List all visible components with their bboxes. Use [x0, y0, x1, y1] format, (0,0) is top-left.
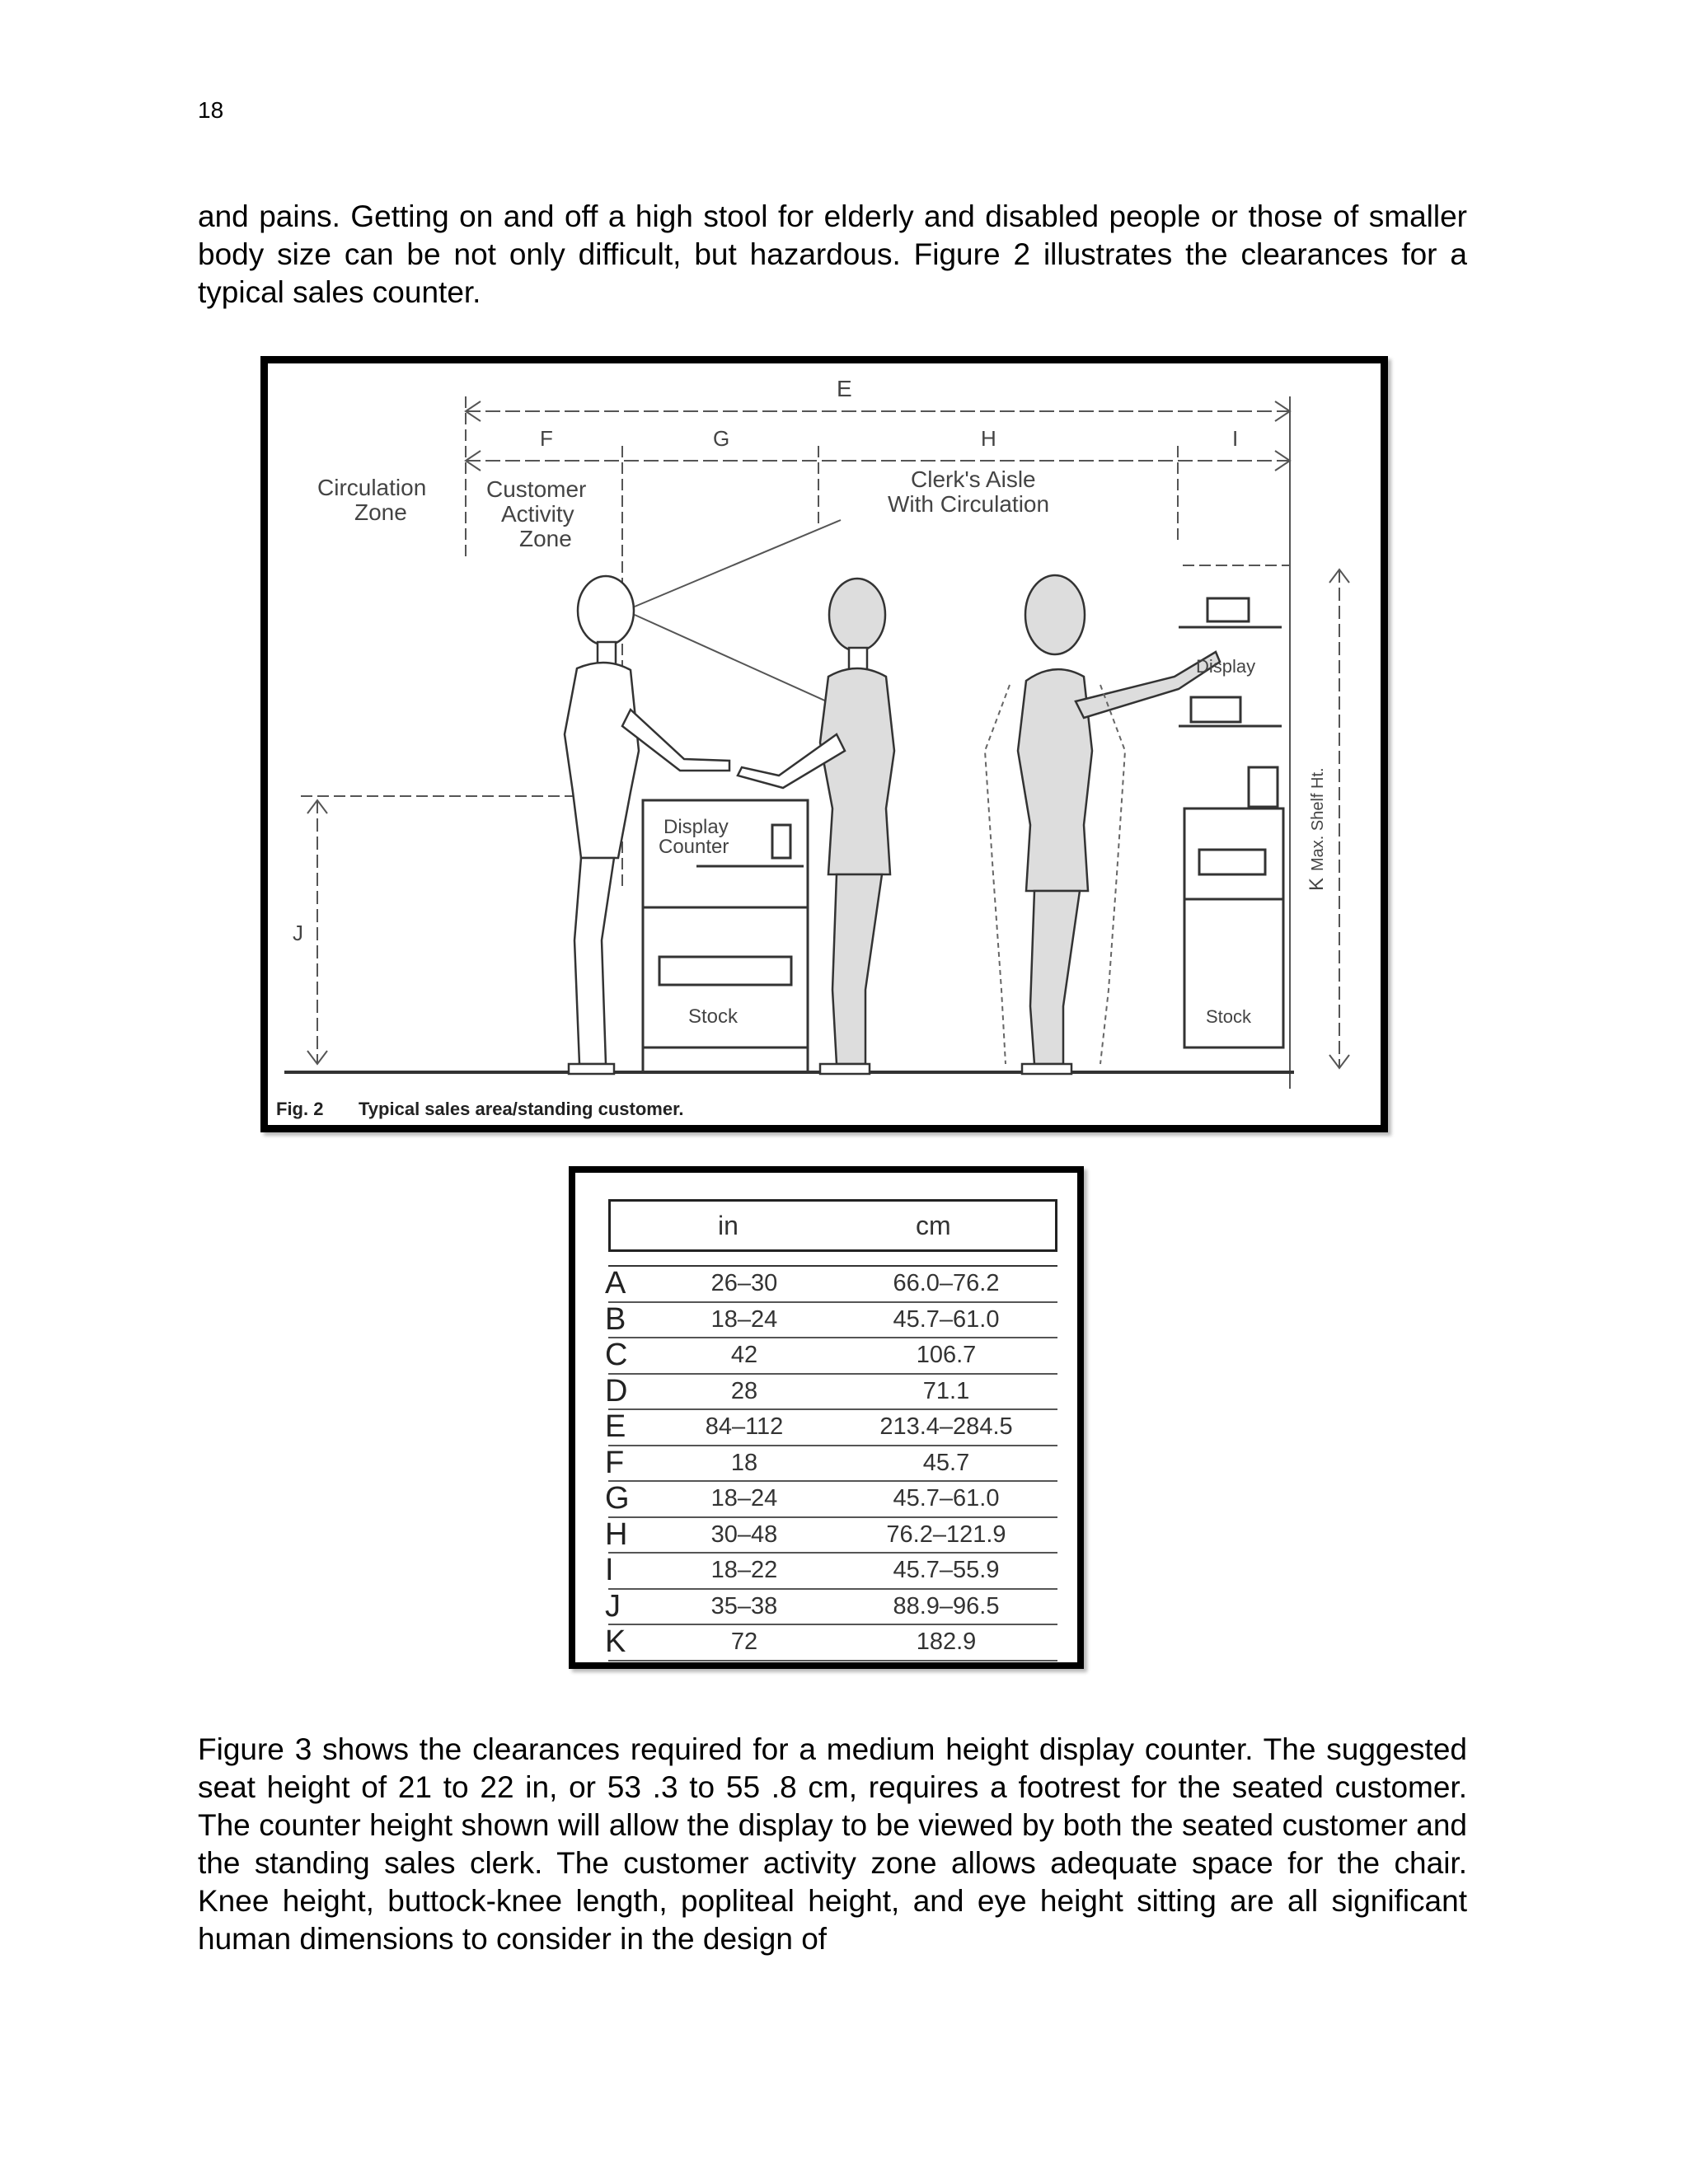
figure-caption-number: Fig. 2 [276, 1099, 324, 1119]
row-label: I [605, 1553, 614, 1587]
table-row [605, 1516, 1057, 1554]
row-label: E [605, 1409, 626, 1444]
display-counter-line2: Counter [659, 836, 729, 858]
value-cm: 213.4–284.5 [879, 1413, 1013, 1440]
header-cm: cm [916, 1210, 951, 1240]
zone-circulation-line1: Circulation [317, 475, 427, 500]
dim-label-f: F [540, 426, 553, 451]
value-cm: 71.1 [922, 1377, 970, 1404]
figure-2-frame [260, 356, 1388, 1132]
zone-customer-line2: Activity [501, 501, 574, 527]
value-cm: 45.7–55.9 [893, 1557, 1000, 1583]
value-in: 18 [730, 1449, 758, 1476]
value-in: 84–112 [705, 1413, 784, 1440]
table-row [605, 1481, 1057, 1518]
table-header [608, 1199, 1057, 1252]
table-row [605, 1553, 1057, 1590]
value-cm: 45.7–61.0 [893, 1305, 1000, 1333]
value-in: 72 [730, 1629, 758, 1655]
dim-label-j: J [293, 921, 303, 945]
row-label: F [605, 1445, 625, 1480]
row-label: D [605, 1373, 628, 1408]
stock-left-label: Stock [688, 1005, 738, 1028]
body-paragraph-1: and pains. Getting on and off a high stool for elderly and disabled people or those of smaller body size can be not only difficult, but hazardous. Figure 2 illustrates the clearances for a typical sales counter. [198, 199, 1467, 309]
max-shelf-label: Max. Shelf Ht. [1309, 767, 1327, 871]
value-in: 42 [730, 1342, 758, 1368]
dimensions-table [569, 1166, 1084, 1669]
value-in: 28 [730, 1377, 758, 1404]
table-body [605, 1265, 1057, 1661]
dimension-j [301, 796, 622, 1064]
figure-caption-text: Typical sales area/standing customer. [359, 1099, 684, 1119]
table-row [605, 1445, 1057, 1483]
value-cm: 45.7–61.0 [893, 1485, 1000, 1511]
value-in: 18–24 [710, 1305, 778, 1333]
row-label: C [605, 1338, 628, 1372]
row-label: B [605, 1301, 626, 1337]
table-row [605, 1301, 1057, 1339]
sales-area-illustration [268, 363, 1381, 1125]
zone-clerk-line2: With Circulation [888, 491, 1050, 517]
dim-label-k: K [1306, 877, 1328, 891]
display-shelf-label: Display [1196, 656, 1256, 677]
table-row [605, 1624, 1057, 1661]
value-cm: 45.7 [922, 1449, 970, 1476]
value-in: 35–38 [710, 1592, 778, 1619]
row-label: K [605, 1624, 626, 1659]
value-cm: 88.9–96.5 [893, 1592, 1000, 1619]
value-cm: 106.7 [916, 1342, 977, 1368]
display-counter-line1: Display [663, 816, 729, 838]
dim-label-g: G [713, 426, 730, 451]
dim-label-e: E [837, 376, 852, 401]
header-in: in [718, 1210, 738, 1240]
value-in: 18–22 [710, 1557, 778, 1583]
zone-circulation-line2: Zone [354, 499, 407, 525]
value-cm: 66.0–76.2 [893, 1270, 1000, 1296]
row-label: A [605, 1266, 626, 1301]
body-paragraph-2: Figure 3 shows the clearances required for a medium height display counter. The suggested seat height of 21 to 22 in, or 53 .3 to 55 .8 cm, requires a footrest for the seated customer. The counter height shown will allow the display to be viewed by both the seated customer and the standing sales clerk. The customer activity zone allows adequate space for the chair. Knee height, buttock-knee length, popliteal height, and eye height sitting are all significant human dimensions to consider in the design of [198, 1732, 1467, 1956]
value-in: 26–30 [710, 1270, 778, 1296]
value-in: 18–24 [710, 1485, 778, 1511]
table-row [605, 1266, 1057, 1303]
row-label: G [605, 1481, 630, 1516]
sight-line [635, 520, 845, 710]
row-label: H [605, 1516, 628, 1552]
value-cm: 76.2–121.9 [886, 1521, 1006, 1548]
value-cm: 182.9 [916, 1629, 977, 1655]
page-number: 18 [198, 97, 224, 123]
zone-customer-line1: Customer [486, 476, 587, 502]
dim-label-h: H [981, 426, 996, 451]
table-row [605, 1409, 1057, 1446]
row-label: J [605, 1588, 621, 1624]
table-row [605, 1588, 1057, 1626]
table-row [605, 1338, 1057, 1375]
stock-right-label: Stock [1206, 1006, 1252, 1027]
zone-customer-line3: Zone [519, 526, 572, 551]
dimension-e [466, 401, 1290, 421]
dim-label-i: I [1232, 426, 1239, 451]
zone-clerk-line1: Clerk's Aisle [911, 466, 1036, 492]
table-row [605, 1373, 1057, 1411]
value-in: 30–48 [710, 1521, 778, 1548]
